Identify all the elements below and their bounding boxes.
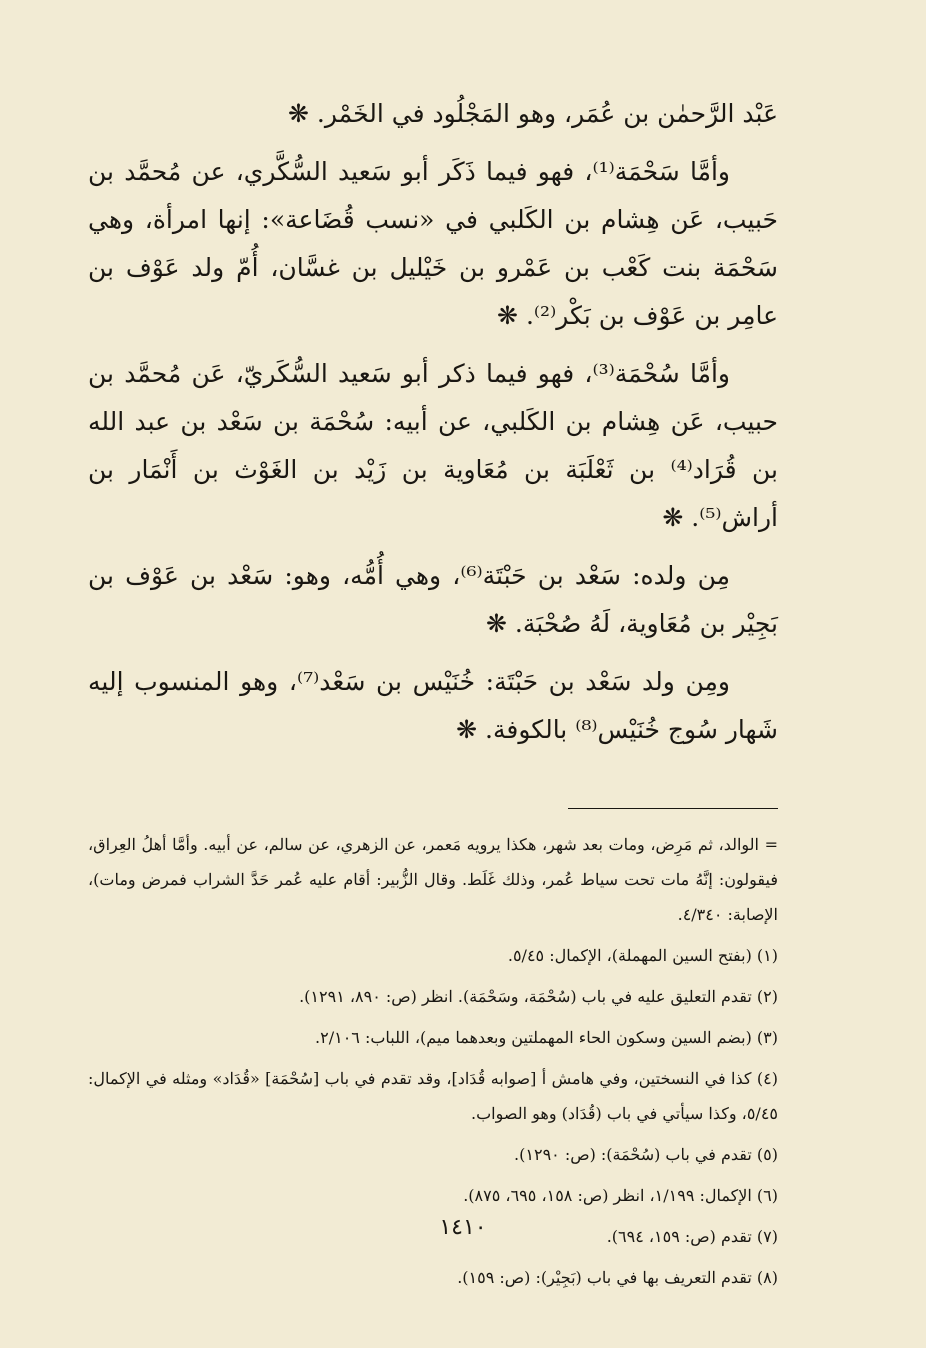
footnote-continuation: = الوالد، ثم مَرِض، ومات بعد شهر، هكذا يرويه مَعمر، عن الزهري، عن سالم، عن أبيه. وأمَّا أهلُ العِراق، فيقولون: إنَّهُ مات تحت سياط عُمر، وذلك غَلَط. وقال الزُّبير: أقام عليه عُمر حَدَّ الشراب فمرض ومات)، الإصابة: ٤/٣٤٠.	[88, 835, 778, 924]
paragraph-4: مِن ولده: سَعْد بن حَبْتَة⁽⁶⁾، وهي أُمُّه، وهو: سَعْد بن عَوْف بن بَجِيْر بن مُعَاوية، لَهُ صُحْبَة. ❋	[88, 561, 778, 638]
footnote-3: (٣) (بضم السين وسكون الحاء المهملتين وبعدهما ميم)، اللباب: ٢/١٠٦.	[315, 1028, 778, 1047]
footnote-7: (٧) تقدم (ص: ١٥٩، ٦٩٤).	[606, 1227, 778, 1246]
paragraph-1: عَبْد الرَّحمٰن بن عُمَر، وهو المَجْلُود في الخَمْر. ❋	[288, 99, 778, 128]
footnote-1: (١) (بفتح السين المهملة)، الإكمال: ٥/٤٥.	[507, 946, 778, 965]
paragraph-2: وأمَّا سَحْمَة⁽¹⁾، فهو فيما ذَكَر أبو سَعيد السُّكَّري، عن مُحمَّد بن حَبيب، عَن هِشام بن الكَلبي في «نسب قُضَاعة»: إنها امرأة، وهي سَحْمَة بنت كَعْب بن عَمْرو بن خَيْليل بن غسَّان، أُمّ ولد عَوْف بن عامِر بن عَوْف بن بَكْر⁽²⁾. ❋	[88, 157, 778, 330]
footnote-4: (٤) كذا في النسختين، وفي هامش أ [صوابه قُدَاد]، وقد تقدم في باب [سُحْمَة] «قُدَاد» ومثله في الإكمال: ٥/٤٥، وكذا سيأتي في باب (قُدَاد) وهو الصواب.	[88, 1069, 778, 1123]
paragraph-5: ومِن ولد سَعْد بن حَبْتَة: خُنَيْس بن سَعْد⁽⁷⁾، وهو المنسوب إليه شَهار سُوج خُنَيْس⁽⁸⁾ بالكوفة. ❋	[88, 667, 778, 744]
page-number: ١٤١٠	[439, 1215, 487, 1240]
footnote-divider	[568, 808, 778, 809]
paragraph-3: وأمَّا سُحْمَة⁽³⁾، فهو فيما ذكر أبو سَعيد السُّكَريّ، عَن مُحمَّد بن حبيب، عَن هِشام بن الكَلبي، عن أبيه: سُحْمَة بن سَعْد بن عبد الله بن قُرَاد⁽⁴⁾ بن ثَعْلَبَة بن مُعَاوية بن زَيْد بن الغَوْث بن أَنْمَار بن أراش⁽⁵⁾. ❋	[88, 359, 778, 532]
footnote-5: (٥) تقدم في باب (سُحْمَة): (ص: ١٢٩٠).	[514, 1145, 778, 1164]
footnote-2: (٢) تقدم التعليق عليه في باب (سُحْمَة، وسَحْمَة). انظر (ص: ٨٩٠، ١٢٩١).	[299, 987, 778, 1006]
footnote-6: (٦) الإكمال: ١/١٩٩، انظر (ص: ١٥٨، ٦٩٥، ٨٧٥).	[463, 1186, 778, 1205]
page	[88, 90, 778, 1287]
main-text	[88, 90, 778, 754]
footnote-8: (٨) تقدم التعريف بها في باب (بَجِيْر): (ص: ١٥٩).	[457, 1268, 778, 1287]
